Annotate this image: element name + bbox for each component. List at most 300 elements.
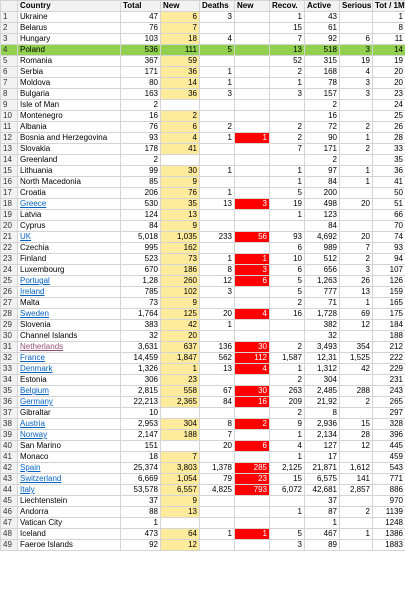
total-cell[interactable]: 151 xyxy=(121,441,161,452)
row-number-cell[interactable]: 42 xyxy=(1,463,18,474)
per-million-cell[interactable]: 886 xyxy=(373,485,405,496)
total-cell[interactable]: 124 xyxy=(121,210,161,221)
new-cases-cell[interactable]: 637 xyxy=(161,342,200,353)
serious-cell[interactable] xyxy=(340,188,373,199)
row-number-cell[interactable]: 5 xyxy=(1,56,18,67)
active-cell[interactable]: 498 xyxy=(305,199,340,210)
country-cell[interactable]: Gibraltar xyxy=(18,408,121,419)
per-million-header[interactable]: Tot / 1M xyxy=(373,1,405,12)
total-cell[interactable]: 785 xyxy=(121,287,161,298)
total-cell[interactable]: 473 xyxy=(121,529,161,540)
serious-cell[interactable]: 26 xyxy=(340,276,373,287)
row-number-cell[interactable]: 40 xyxy=(1,441,18,452)
recovered-cell[interactable] xyxy=(270,221,305,232)
new-cases-cell[interactable]: 13 xyxy=(161,210,200,221)
new-cases-cell[interactable]: 102 xyxy=(161,287,200,298)
row-number-cell[interactable]: 49 xyxy=(1,540,18,551)
country-link[interactable]: Switzerland xyxy=(18,474,121,485)
country-link[interactable]: Spain xyxy=(18,463,121,474)
row-number-cell[interactable]: 31 xyxy=(1,342,18,353)
serious-cell[interactable] xyxy=(340,452,373,463)
recovered-cell[interactable] xyxy=(270,111,305,122)
active-cell[interactable]: 1,728 xyxy=(305,309,340,320)
per-million-cell[interactable]: 107 xyxy=(373,265,405,276)
recovered-cell[interactable]: 13 xyxy=(270,45,305,56)
recovered-cell[interactable]: 2 xyxy=(270,67,305,78)
new-cases-cell[interactable]: 304 xyxy=(161,419,200,430)
total-cell[interactable]: 47 xyxy=(121,12,161,23)
new-cases-cell[interactable]: 42 xyxy=(161,320,200,331)
new-cases-cell[interactable]: 1,054 xyxy=(161,474,200,485)
row-number-cell[interactable]: 39 xyxy=(1,430,18,441)
new-cases-cell[interactable]: 6,557 xyxy=(161,485,200,496)
serious-cell[interactable] xyxy=(340,221,373,232)
new-cases-cell[interactable] xyxy=(161,155,200,166)
deaths-cell[interactable]: 12 xyxy=(200,276,235,287)
recovered-cell[interactable]: 6 xyxy=(270,243,305,254)
new-cases-cell[interactable]: 558 xyxy=(161,386,200,397)
active-cell[interactable]: 1,312 xyxy=(305,364,340,375)
new-deaths-cell[interactable]: 30 xyxy=(235,386,270,397)
new-cases-cell[interactable]: 7 xyxy=(161,23,200,34)
country-cell[interactable]: Belarus xyxy=(18,23,121,34)
active-cell[interactable]: 72 xyxy=(305,122,340,133)
new-deaths-cell[interactable]: 285 xyxy=(235,463,270,474)
new-deaths-cell[interactable] xyxy=(235,166,270,177)
active-cell[interactable]: 512 xyxy=(305,254,340,265)
serious-cell[interactable]: 2,857 xyxy=(340,485,373,496)
new-deaths-cell[interactable] xyxy=(235,177,270,188)
country-header[interactable]: Country xyxy=(18,1,121,12)
country-cell[interactable]: Channel Islands xyxy=(18,331,121,342)
recovered-cell[interactable]: 2 xyxy=(270,408,305,419)
deaths-cell[interactable]: 3 xyxy=(200,12,235,23)
country-cell[interactable]: Faeroe Islands xyxy=(18,540,121,551)
serious-cell[interactable]: 3 xyxy=(340,265,373,276)
new-cases-cell[interactable]: 1 xyxy=(161,364,200,375)
country-cell[interactable]: Slovakia xyxy=(18,144,121,155)
country-cell[interactable]: Bosnia and Herzegovina xyxy=(18,133,121,144)
row-number-cell[interactable]: 14 xyxy=(1,155,18,166)
new-cases-cell[interactable]: 41 xyxy=(161,144,200,155)
new-deaths-cell[interactable]: 2 xyxy=(235,419,270,430)
per-million-cell[interactable]: 1139 xyxy=(373,507,405,518)
recovered-cell[interactable]: 1 xyxy=(270,364,305,375)
deaths-cell[interactable] xyxy=(200,177,235,188)
new-cases-cell[interactable]: 260 xyxy=(161,276,200,287)
active-cell[interactable]: 1,263 xyxy=(305,276,340,287)
country-cell[interactable]: Croatia xyxy=(18,188,121,199)
deaths-cell[interactable] xyxy=(200,221,235,232)
active-cell[interactable]: 4,692 xyxy=(305,232,340,243)
recovered-cell[interactable]: 16 xyxy=(270,309,305,320)
recovered-cell[interactable]: 1 xyxy=(270,78,305,89)
country-link[interactable]: Germany xyxy=(18,397,121,408)
active-cell[interactable]: 6,575 xyxy=(305,474,340,485)
total-cell[interactable]: 73 xyxy=(121,298,161,309)
new-deaths-cell[interactable] xyxy=(235,100,270,111)
country-cell[interactable]: Slovenia xyxy=(18,320,121,331)
per-million-cell[interactable]: 188 xyxy=(373,331,405,342)
active-cell[interactable]: 382 xyxy=(305,320,340,331)
total-header[interactable]: Total xyxy=(121,1,161,12)
serious-cell[interactable] xyxy=(340,111,373,122)
recovered-cell[interactable]: 3 xyxy=(270,540,305,551)
active-cell[interactable]: 315 xyxy=(305,56,340,67)
recovered-cell[interactable] xyxy=(270,331,305,342)
new-deaths-cell[interactable]: 30 xyxy=(235,342,270,353)
new-deaths-cell[interactable] xyxy=(235,67,270,78)
per-million-cell[interactable]: 328 xyxy=(373,419,405,430)
per-million-cell[interactable]: 165 xyxy=(373,298,405,309)
per-million-cell[interactable]: 50 xyxy=(373,188,405,199)
deaths-cell[interactable] xyxy=(200,452,235,463)
new-deaths-cell[interactable] xyxy=(235,507,270,518)
per-million-cell[interactable]: 8 xyxy=(373,23,405,34)
country-link[interactable]: Greece xyxy=(18,199,121,210)
per-million-cell[interactable]: 20 xyxy=(373,67,405,78)
recovered-cell[interactable]: 6,072 xyxy=(270,485,305,496)
total-cell[interactable]: 306 xyxy=(121,375,161,386)
new-cases-cell[interactable]: 73 xyxy=(161,254,200,265)
row-number-cell[interactable]: 29 xyxy=(1,320,18,331)
row-number-cell[interactable]: 45 xyxy=(1,496,18,507)
active-cell[interactable]: 61 xyxy=(305,23,340,34)
serious-cell[interactable]: 2 xyxy=(340,254,373,265)
new-cases-cell[interactable]: 76 xyxy=(161,188,200,199)
per-million-cell[interactable]: 14 xyxy=(373,45,405,56)
row-number-cell[interactable]: 43 xyxy=(1,474,18,485)
total-cell[interactable]: 16 xyxy=(121,111,161,122)
country-link[interactable]: Belgium xyxy=(18,386,121,397)
serious-cell[interactable]: 3 xyxy=(340,45,373,56)
active-cell[interactable]: 304 xyxy=(305,375,340,386)
new-deaths-cell[interactable] xyxy=(235,452,270,463)
new-deaths-cell[interactable]: 3 xyxy=(235,199,270,210)
per-million-cell[interactable]: 159 xyxy=(373,287,405,298)
recovered-header[interactable]: Recov. xyxy=(270,1,305,12)
deaths-cell[interactable]: 67 xyxy=(200,386,235,397)
active-cell[interactable]: 37 xyxy=(305,496,340,507)
deaths-cell[interactable] xyxy=(200,144,235,155)
new-cases-cell[interactable]: 7 xyxy=(161,452,200,463)
new-cases-cell[interactable]: 35 xyxy=(161,199,200,210)
row-number-cell[interactable]: 19 xyxy=(1,210,18,221)
new-cases-cell[interactable]: 9 xyxy=(161,221,200,232)
recovered-cell[interactable]: 5 xyxy=(270,276,305,287)
active-cell[interactable]: 777 xyxy=(305,287,340,298)
new-cases-cell[interactable]: 186 xyxy=(161,265,200,276)
total-cell[interactable]: 18 xyxy=(121,452,161,463)
country-cell[interactable]: Moldova xyxy=(18,78,121,89)
total-cell[interactable]: 1,764 xyxy=(121,309,161,320)
new-cases-cell[interactable]: 9 xyxy=(161,177,200,188)
country-cell[interactable]: Bulgaria xyxy=(18,89,121,100)
country-cell[interactable]: Montenegro xyxy=(18,111,121,122)
country-cell[interactable]: Ukraine xyxy=(18,12,121,23)
row-number-cell[interactable]: 17 xyxy=(1,188,18,199)
total-cell[interactable]: 2,815 xyxy=(121,386,161,397)
new-deaths-cell[interactable] xyxy=(235,518,270,529)
new-cases-cell[interactable]: 59 xyxy=(161,56,200,67)
per-million-cell[interactable]: 51 xyxy=(373,199,405,210)
new-deaths-cell[interactable]: 16 xyxy=(235,397,270,408)
new-deaths-cell[interactable] xyxy=(235,23,270,34)
country-link[interactable]: Ireland xyxy=(18,287,121,298)
total-cell[interactable]: 670 xyxy=(121,265,161,276)
new-cases-cell[interactable]: 125 xyxy=(161,309,200,320)
serious-cell[interactable]: 288 xyxy=(340,386,373,397)
deaths-cell[interactable]: 13 xyxy=(200,364,235,375)
row-number-cell[interactable]: 46 xyxy=(1,507,18,518)
deaths-cell[interactable]: 4 xyxy=(200,34,235,45)
recovered-cell[interactable]: 93 xyxy=(270,232,305,243)
active-cell[interactable]: 92 xyxy=(305,34,340,45)
new-cases-cell[interactable]: 6 xyxy=(161,12,200,23)
deaths-cell[interactable] xyxy=(200,243,235,254)
row-number-cell[interactable]: 34 xyxy=(1,375,18,386)
total-cell[interactable]: 92 xyxy=(121,540,161,551)
deaths-cell[interactable]: 20 xyxy=(200,309,235,320)
country-cell[interactable]: Finland xyxy=(18,254,121,265)
new-cases-cell[interactable]: 2 xyxy=(161,111,200,122)
deaths-cell[interactable] xyxy=(200,540,235,551)
serious-cell[interactable]: 354 xyxy=(340,342,373,353)
country-cell[interactable]: San Marino xyxy=(18,441,121,452)
per-million-cell[interactable]: 74 xyxy=(373,232,405,243)
per-million-cell[interactable]: 20 xyxy=(373,78,405,89)
per-million-cell[interactable]: 28 xyxy=(373,133,405,144)
per-million-cell[interactable]: 70 xyxy=(373,221,405,232)
active-cell[interactable]: 656 xyxy=(305,265,340,276)
new-deaths-cell[interactable]: 23 xyxy=(235,474,270,485)
row-number-cell[interactable]: 38 xyxy=(1,419,18,430)
active-cell[interactable]: 84 xyxy=(305,221,340,232)
serious-cell[interactable]: 12 xyxy=(340,441,373,452)
row-number-cell[interactable]: 48 xyxy=(1,529,18,540)
total-cell[interactable]: 163 xyxy=(121,89,161,100)
deaths-cell[interactable]: 8 xyxy=(200,265,235,276)
deaths-cell[interactable]: 1,378 xyxy=(200,463,235,474)
row-number-header[interactable] xyxy=(1,1,18,12)
recovered-cell[interactable]: 1 xyxy=(270,452,305,463)
country-cell[interactable]: Serbia xyxy=(18,67,121,78)
total-cell[interactable]: 53,578 xyxy=(121,485,161,496)
serious-cell[interactable]: 20 xyxy=(340,232,373,243)
serious-cell[interactable] xyxy=(340,23,373,34)
total-cell[interactable]: 32 xyxy=(121,331,161,342)
new-deaths-cell[interactable]: 4 xyxy=(235,309,270,320)
per-million-cell[interactable]: 970 xyxy=(373,496,405,507)
new-deaths-cell[interactable] xyxy=(235,287,270,298)
per-million-cell[interactable]: 41 xyxy=(373,177,405,188)
serious-cell[interactable]: 13 xyxy=(340,287,373,298)
per-million-cell[interactable]: 212 xyxy=(373,342,405,353)
serious-cell[interactable] xyxy=(340,210,373,221)
new-cases-cell[interactable]: 12 xyxy=(161,540,200,551)
deaths-cell[interactable]: 1 xyxy=(200,320,235,331)
serious-cell[interactable] xyxy=(340,496,373,507)
deaths-cell[interactable]: 4,825 xyxy=(200,485,235,496)
serious-cell[interactable] xyxy=(340,12,373,23)
deaths-cell[interactable]: 1 xyxy=(200,78,235,89)
total-cell[interactable]: 88 xyxy=(121,507,161,518)
serious-cell[interactable]: 1 xyxy=(340,298,373,309)
active-cell[interactable]: 16 xyxy=(305,111,340,122)
recovered-cell[interactable]: 2 xyxy=(270,298,305,309)
deaths-cell[interactable]: 7 xyxy=(200,430,235,441)
recovered-cell[interactable]: 6 xyxy=(270,265,305,276)
total-cell[interactable]: 25,374 xyxy=(121,463,161,474)
recovered-cell[interactable]: 2,125 xyxy=(270,463,305,474)
new-cases-cell[interactable] xyxy=(161,441,200,452)
recovered-cell[interactable]: 1,587 xyxy=(270,353,305,364)
new-deaths-cell[interactable] xyxy=(235,298,270,309)
per-million-cell[interactable]: 265 xyxy=(373,397,405,408)
serious-cell[interactable]: 1,612 xyxy=(340,463,373,474)
deaths-cell[interactable]: 5 xyxy=(200,45,235,56)
deaths-cell[interactable] xyxy=(200,408,235,419)
total-cell[interactable]: 80 xyxy=(121,78,161,89)
new-deaths-cell[interactable] xyxy=(235,12,270,23)
new-deaths-cell[interactable] xyxy=(235,188,270,199)
total-cell[interactable]: 2 xyxy=(121,155,161,166)
total-cell[interactable]: 76 xyxy=(121,23,161,34)
new-cases-cell[interactable]: 3,803 xyxy=(161,463,200,474)
row-number-cell[interactable]: 18 xyxy=(1,199,18,210)
deaths-cell[interactable]: 20 xyxy=(200,441,235,452)
recovered-cell[interactable] xyxy=(270,320,305,331)
serious-cell[interactable] xyxy=(340,155,373,166)
serious-cell[interactable]: 3 xyxy=(340,78,373,89)
per-million-cell[interactable]: 184 xyxy=(373,320,405,331)
active-cell[interactable]: 21,92 xyxy=(305,397,340,408)
serious-cell[interactable]: 12 xyxy=(340,320,373,331)
total-cell[interactable]: 6,669 xyxy=(121,474,161,485)
deaths-cell[interactable]: 3 xyxy=(200,89,235,100)
row-number-cell[interactable]: 47 xyxy=(1,518,18,529)
serious-cell[interactable]: 1 xyxy=(340,133,373,144)
row-number-cell[interactable]: 6 xyxy=(1,67,18,78)
new-deaths-cell[interactable] xyxy=(235,540,270,551)
deaths-cell[interactable]: 1 xyxy=(200,67,235,78)
per-million-cell[interactable]: 231 xyxy=(373,375,405,386)
recovered-cell[interactable]: 19 xyxy=(270,199,305,210)
country-cell[interactable]: Malta xyxy=(18,298,121,309)
total-cell[interactable]: 85 xyxy=(121,177,161,188)
active-cell[interactable]: 8 xyxy=(305,408,340,419)
deaths-cell[interactable] xyxy=(200,56,235,67)
row-number-cell[interactable]: 4 xyxy=(1,45,18,56)
total-cell[interactable]: 10 xyxy=(121,408,161,419)
deaths-cell[interactable]: 79 xyxy=(200,474,235,485)
per-million-cell[interactable]: 771 xyxy=(373,474,405,485)
total-cell[interactable]: 14,459 xyxy=(121,353,161,364)
country-cell[interactable]: Albania xyxy=(18,122,121,133)
total-cell[interactable]: 383 xyxy=(121,320,161,331)
recovered-cell[interactable]: 2 xyxy=(270,122,305,133)
per-million-cell[interactable]: 229 xyxy=(373,364,405,375)
row-number-cell[interactable]: 44 xyxy=(1,485,18,496)
new-deaths-cell[interactable] xyxy=(235,496,270,507)
total-cell[interactable]: 536 xyxy=(121,45,161,56)
active-cell[interactable]: 2,936 xyxy=(305,419,340,430)
new-deaths-cell[interactable] xyxy=(235,122,270,133)
new-cases-cell[interactable]: 36 xyxy=(161,67,200,78)
new-deaths-cell[interactable] xyxy=(235,56,270,67)
country-link[interactable]: France xyxy=(18,353,121,364)
new-cases-cell[interactable]: 30 xyxy=(161,166,200,177)
per-million-cell[interactable]: 33 xyxy=(373,144,405,155)
deaths-cell[interactable] xyxy=(200,23,235,34)
per-million-cell[interactable]: 94 xyxy=(373,254,405,265)
new-cases-cell[interactable]: 6 xyxy=(161,122,200,133)
total-cell[interactable]: 76 xyxy=(121,122,161,133)
new-deaths-cell[interactable]: 112 xyxy=(235,353,270,364)
new-deaths-cell[interactable] xyxy=(235,111,270,122)
serious-cell[interactable]: 141 xyxy=(340,474,373,485)
new-cases-cell[interactable]: 9 xyxy=(161,496,200,507)
deaths-cell[interactable]: 136 xyxy=(200,342,235,353)
deaths-header[interactable]: Deaths xyxy=(200,1,235,12)
row-number-cell[interactable]: 30 xyxy=(1,331,18,342)
new-cases-cell[interactable]: 1,035 xyxy=(161,232,200,243)
active-cell[interactable]: 3,493 xyxy=(305,342,340,353)
row-number-cell[interactable]: 2 xyxy=(1,23,18,34)
country-link[interactable]: UK xyxy=(18,232,121,243)
country-cell[interactable]: North Macedonia xyxy=(18,177,121,188)
country-cell[interactable]: Andorra xyxy=(18,507,121,518)
recovered-cell[interactable]: 15 xyxy=(270,474,305,485)
new-deaths-cell[interactable] xyxy=(235,45,270,56)
serious-cell[interactable]: 4 xyxy=(340,67,373,78)
country-cell[interactable]: Isle of Man xyxy=(18,100,121,111)
per-million-cell[interactable]: 175 xyxy=(373,309,405,320)
per-million-cell[interactable]: 297 xyxy=(373,408,405,419)
total-cell[interactable]: 22,213 xyxy=(121,397,161,408)
new-deaths-cell[interactable] xyxy=(235,375,270,386)
total-cell[interactable]: 1 xyxy=(121,518,161,529)
new-deaths-cell[interactable] xyxy=(235,320,270,331)
deaths-cell[interactable] xyxy=(200,111,235,122)
country-cell[interactable]: Liechtenstein xyxy=(18,496,121,507)
serious-cell[interactable]: 6 xyxy=(340,34,373,45)
serious-header[interactable]: Serious xyxy=(340,1,373,12)
total-cell[interactable]: 530 xyxy=(121,199,161,210)
new-cases-cell[interactable]: 14 xyxy=(161,78,200,89)
country-cell[interactable]: Luxembourg xyxy=(18,265,121,276)
recovered-cell[interactable] xyxy=(270,155,305,166)
new-cases-cell[interactable]: 64 xyxy=(161,529,200,540)
country-link[interactable]: Sweden xyxy=(18,309,121,320)
total-cell[interactable]: 3,631 xyxy=(121,342,161,353)
deaths-cell[interactable]: 233 xyxy=(200,232,235,243)
active-cell[interactable]: 1 xyxy=(305,518,340,529)
new-deaths-cell[interactable] xyxy=(235,34,270,45)
active-header[interactable]: Active xyxy=(305,1,340,12)
recovered-cell[interactable]: 5 xyxy=(270,287,305,298)
active-cell[interactable]: 71 xyxy=(305,298,340,309)
deaths-cell[interactable] xyxy=(200,518,235,529)
serious-cell[interactable]: 1 xyxy=(340,529,373,540)
new-deaths-cell[interactable] xyxy=(235,144,270,155)
recovered-cell[interactable]: 2 xyxy=(270,133,305,144)
new-cases-cell[interactable]: 9 xyxy=(161,298,200,309)
new-deaths-cell[interactable]: 1 xyxy=(235,529,270,540)
total-cell[interactable]: 523 xyxy=(121,254,161,265)
total-cell[interactable]: 1,326 xyxy=(121,364,161,375)
recovered-cell[interactable]: 9 xyxy=(270,419,305,430)
